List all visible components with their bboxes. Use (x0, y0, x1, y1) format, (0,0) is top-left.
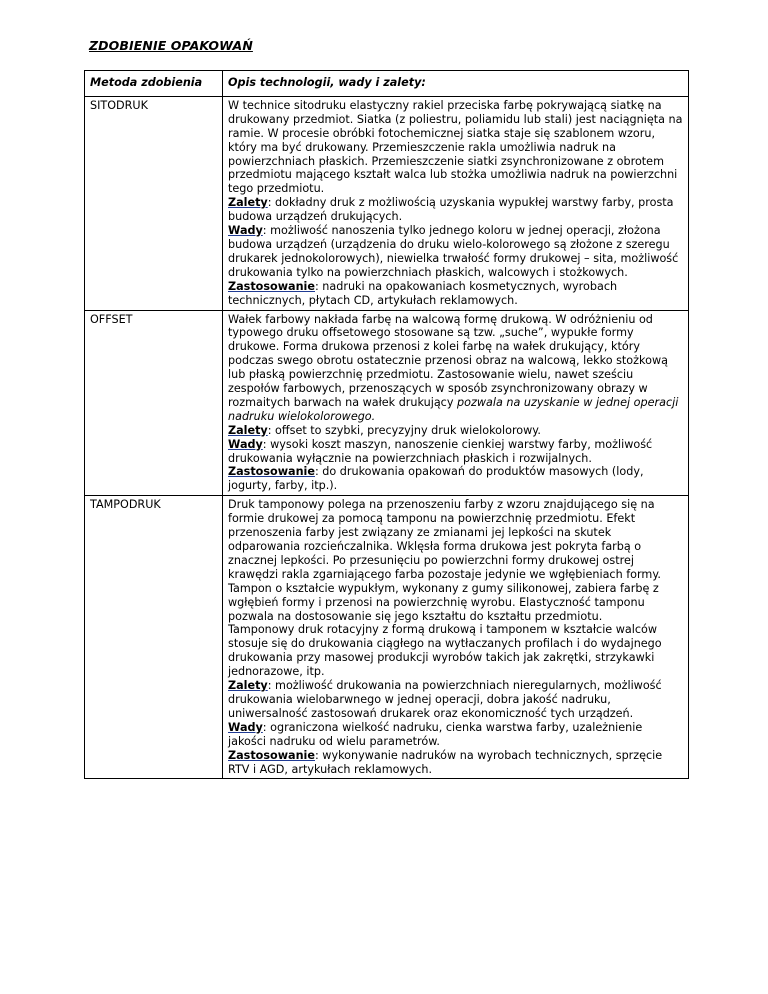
pros-line (228, 679, 683, 721)
cons-label: Wady (228, 720, 263, 734)
page-title: ZDOBIENIE OPAKOWAŃ (89, 38, 253, 53)
method-description (223, 496, 689, 779)
method-name: SITODRUK (85, 96, 223, 310)
table-row (85, 96, 689, 310)
description-italic: pozwala na uzyskanie w jednej operacji nadruku wielokolorowego. (228, 395, 679, 423)
method-description (223, 310, 689, 496)
use-line (228, 749, 683, 777)
column-header-description: Opis technologii, wady i zalety: (223, 71, 689, 97)
pros-label: Zalety (228, 196, 268, 210)
use-text: : do drukowania opakowań do produktów masowych (lody, jogurty, farby, itp.). (228, 465, 644, 493)
use-label: Zastosowanie (228, 465, 315, 479)
description-text-2: Tamponowy druk rotacyjny z formą drukową i tamponem w kształcie walców stosuje się do drukowania ciągłego na wytłaczanych profilach i do wydajnego drukowania przy masowej produkcji wyrobów takich jak zakrętki, strzykawki jednorazowe, itp. (228, 623, 662, 679)
cons-line (228, 224, 683, 280)
table-header-row (85, 71, 689, 97)
method-name: TAMPODRUK (85, 496, 223, 779)
methods-table (84, 70, 689, 779)
use-label: Zastosowanie (228, 748, 315, 762)
cons-line (228, 438, 683, 466)
pros-label: Zalety (228, 679, 268, 693)
description-regular: Wałek farbowy nakłada farbę na walcową formę drukową. W odróżnieniu od typowego druku offsetowego stosowane są tzw. „suche”, wypukłe formy drukowe. Forma drukowa przenosi z kolei farbę na wałek drukujący, który podczas swego obrotu ostatecznie przenosi obraz na walcową, lekko stożkową lub płaską powierzchnię przedmiotu. Zastosowanie wielu, nawet sześciu zespołów farbowych, przenoszących w sposób zsynchronizowany obrazy w rozmaitych barwach na wałek drukujący (228, 312, 668, 409)
use-text: : nadruki na opakowaniach kosmetycznych, wyrobach technicznych, płytach CD, artykułach reklamowych. (228, 279, 618, 307)
method-name: OFFSET (85, 310, 223, 496)
use-line (228, 465, 683, 493)
cons-text: : możliwość nanoszenia tylko jednego koloru w jednej operacji, złożona budowa urządzeń (urządzenia do druku wielo-kolorowego są złożone z szeregu drukarek jednokolorowych), niewielka trwałość formy drukowej – sita, możliwość drukowania tylko na powierzchniach płaskich, walcowych i stożkowych. (228, 224, 679, 279)
pros-label: Zalety (228, 423, 268, 437)
cons-text: : ograniczona wielkość nadruku, cienka warstwa farby, uzależnienie jakości nadruku od wielu parametrów. (228, 720, 643, 748)
cons-label: Wady (228, 224, 263, 238)
table-row (85, 496, 689, 779)
description-text: W technice sitodruku elastyczny rakiel przeciska farbę pokrywającą siatkę na drukowany przedmiot. Siatka (z poliestru, poliamidu lub stali) jest naciągnięta na ramie. W procesie obróbki fotochemicznej siatka staje się szablonem wzoru, który ma być drukowany. Przemieszczenie rakla umożliwia nadruk na powierzchniach płaskich. Przemieszczenie siatki zsynchronizowane z obrotem przedmiotu mającego kształt walca lub stożka umożliwia nadruk na powierzchni tego przedmiotu. (228, 98, 683, 196)
use-line (228, 280, 683, 308)
pros-line (228, 196, 683, 224)
pros-text: : offset to szybki, precyzyjny druk wielokolorowy. (267, 423, 541, 437)
cons-line (228, 721, 683, 749)
pros-text: : możliwość drukowania na powierzchniach nieregularnych, możliwość drukowania wielobarwnego w jednej operacji, dobra jakość nadruku, uniwersalność zastosowań drukarek oraz ekonomiczność tych urządzeń. (228, 679, 662, 720)
cons-text: : wysoki koszt maszyn, nanoszenie cienkiej warstwy farby, możliwość drukowania wyłącznie na powierzchniach płaskich i rozwijalnych. (228, 437, 653, 465)
table-row (85, 310, 689, 496)
pros-line (228, 424, 683, 438)
use-text: : wykonywanie nadruków na wyrobach technicznych, sprzęcie RTV i AGD, artykułach reklamowych. (228, 748, 663, 776)
description-text: Druk tamponowy polega na przenoszeniu farby z wzoru znajdującego się na formie drukowej za pomocą tamponu na powierzchnię przedmiotu. Efekt przenoszenia farby jest związany ze zmianami jej lepkości na skutek odparowania rozcieńczalnika. Wklęsła forma drukowa jest pokryta farbą o znacznej lepkości. Po przesunięciu po powierzchni formy drukowej ostrej krawędzi rakla zgarniającego farba pozostaje jedynie we wgłębieniach formy. Tampon o kształcie wypukłym, wykonany z gumy silikonowej, zabiera farbę z wgłębień formy i przenosi na powierzchnię wyrobu. Elastyczność tamponu pozwala na dostosowanie się jego kształtu do kształtu przedmiotu. (228, 498, 661, 623)
pros-text: : dokładny druk z możliwością uzyskania wypukłej warstwy farby, prosta budowa urządzeń drukujących. (228, 196, 674, 224)
use-label: Zastosowanie (228, 279, 315, 293)
cons-label: Wady (228, 437, 263, 451)
column-header-method: Metoda zdobienia (85, 71, 223, 97)
method-description (223, 96, 689, 310)
description-text (228, 313, 683, 424)
